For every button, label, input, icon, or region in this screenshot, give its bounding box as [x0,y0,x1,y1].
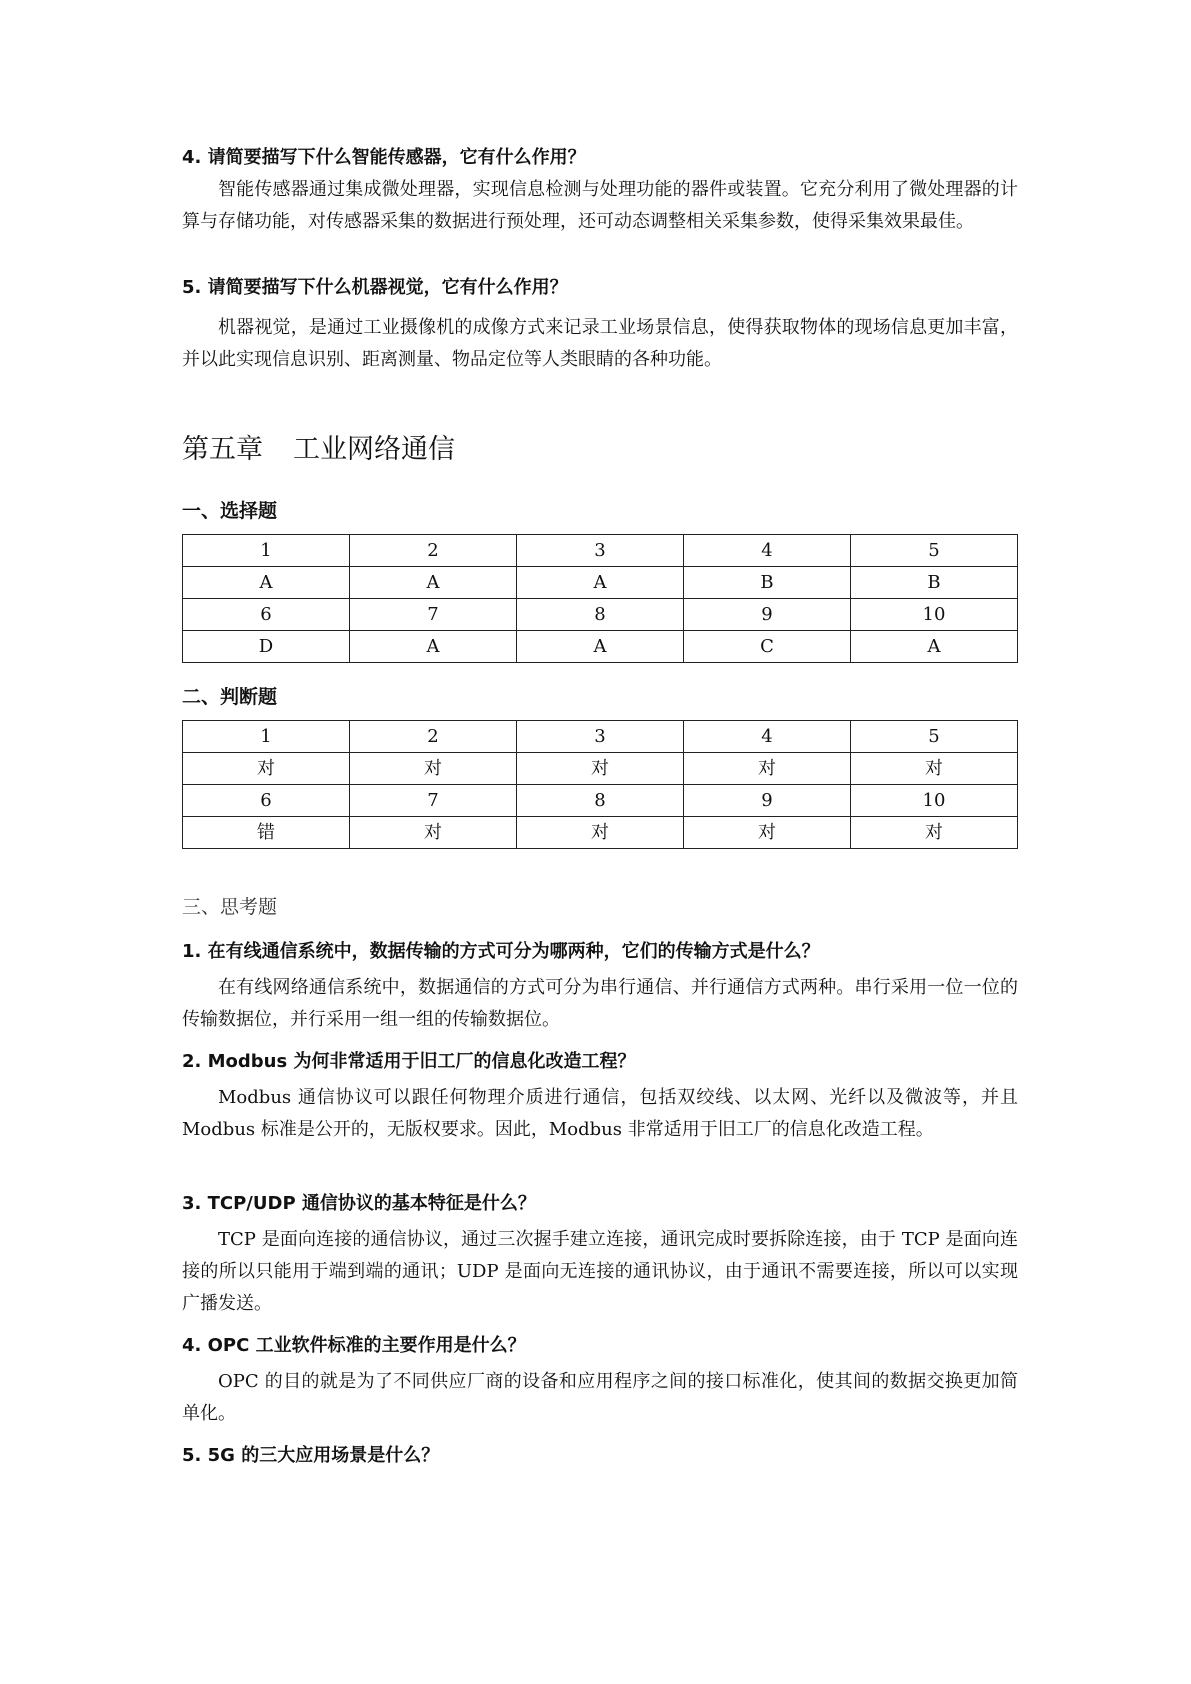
chapter-number: 第五章 [182,434,263,465]
judge-cell: 5 [851,721,1018,753]
judge-cell: 对 [684,753,851,785]
judge-cell: 3 [517,721,684,753]
thinking-item-2 [182,1050,1018,1146]
judge-cell: 对 [684,817,851,849]
judge-heading: 二、判断题 [182,686,278,708]
choice-table-block [182,534,1018,663]
choice-cell: 4 [684,535,851,567]
thinking-answer-3: TCP 是面向连接的通信协议，通过三次握手建立连接，通讯完成时要拆除连接，由于 TCP 是面向连接的所以只能用于端到端的通讯；UDP 是面向无连接的通讯协议，由于通讯不需要连接，所以可以实现广播发送。 [182,1229,1018,1314]
thinking-item-3 [182,1192,1018,1320]
choice-cell: A [517,567,684,599]
judge-cell: 9 [684,785,851,817]
choice-cell: D [183,631,350,663]
choice-cell: 7 [350,599,517,631]
choice-cell: 1 [183,535,350,567]
judge-heading-block [182,684,1018,710]
chapter-heading-block [182,432,1018,468]
choice-cell: 2 [350,535,517,567]
sensor-question-block [182,146,1018,170]
vision-answer-block [182,312,1018,376]
choice-cell: 5 [851,535,1018,567]
vision-question-block [182,276,1018,300]
judge-cell: 4 [684,721,851,753]
judge-cell: 10 [851,785,1018,817]
thinking-question-2: 2. Modbus 为何非常适用于旧工厂的信息化改造工程？ [182,1051,636,1072]
chapter-heading [182,432,1018,468]
judge-cell: 8 [517,785,684,817]
judge-row [183,721,1018,753]
choice-cell: 8 [517,599,684,631]
thinking-answer-1: 在有线网络通信系统中，数据通信的方式可分为串行通信、并行通信方式两种。串行采用一位一位的传输数据位，并行采用一组一组的传输数据位。 [182,977,1018,1030]
thinking-question-5: 5. 5G 的三大应用场景是什么？ [182,1445,440,1466]
choice-cell: B [684,567,851,599]
judge-row [183,817,1018,849]
chapter-title: 工业网络通信 [293,434,455,465]
choice-cell: B [851,567,1018,599]
thinking-answer-2: Modbus 通信协议可以跟任何物理介质进行通信，包括双绞线、以太网、光纤以及微波等，并且 Modbus 标准是公开的，无版权要求。因此，Modbus 非常适用于旧工厂的信息化改造工程。 [182,1087,1018,1140]
choice-row [183,599,1018,631]
thinking-question-4: 4. OPC 工业软件标准的主要作用是什么？ [182,1335,526,1356]
judge-cell: 对 [517,817,684,849]
thinking-heading: 三、思考题 [182,896,278,918]
choice-cell: 9 [684,599,851,631]
choice-cell: 10 [851,599,1018,631]
choice-cell: A [517,631,684,663]
judge-answer-table [182,720,1018,849]
judge-cell: 对 [183,753,350,785]
sensor-answer-block [182,174,1018,238]
choice-heading: 一、选择题 [182,500,278,522]
choice-heading-block [182,498,1018,524]
judge-cell: 7 [350,785,517,817]
thinking-heading-block [182,894,1018,920]
judge-row [183,753,1018,785]
choice-cell: A [183,567,350,599]
choice-cell: A [350,631,517,663]
choice-cell: 6 [183,599,350,631]
thinking-item-4 [182,1334,1018,1430]
sensor-answer: 智能传感器通过集成微处理器，实现信息检测与处理功能的器件或装置。它充分利用了微处理器的计算与存储功能，对传感器采集的数据进行预处理，还可动态调整相关采集参数，使得采集效果最佳。 [182,179,1018,232]
thinking-question-1: 1. 在有线通信系统中，数据传输的方式可分为哪两种，它们的传输方式是什么？ [182,941,820,962]
judge-cell: 2 [350,721,517,753]
sensor-question: 4. 请简要描写下什么智能传感器，它有什么作用？ [182,147,586,168]
judge-table-block [182,720,1018,849]
thinking-item-1 [182,940,1018,1036]
judge-cell: 对 [851,753,1018,785]
choice-row [183,567,1018,599]
choice-row [183,535,1018,567]
judge-cell: 错 [183,817,350,849]
judge-cell: 对 [851,817,1018,849]
choice-answer-table [182,534,1018,663]
judge-row [183,785,1018,817]
judge-cell: 对 [350,753,517,785]
thinking-answer-4: OPC 的目的就是为了不同供应厂商的设备和应用程序之间的接口标准化，使其间的数据交换更加简单化。 [182,1371,1018,1424]
vision-answer: 机器视觉，是通过工业摄像机的成像方式来记录工业场景信息，使得获取物体的现场信息更加丰富，并以此实现信息识别、距离测量、物品定位等人类眼睛的各种功能。 [182,317,1018,370]
thinking-question-3: 3. TCP/UDP 通信协议的基本特征是什么？ [182,1193,536,1214]
vision-question: 5. 请简要描写下什么机器视觉，它有什么作用？ [182,277,568,298]
choice-cell: C [684,631,851,663]
judge-cell: 对 [350,817,517,849]
judge-cell: 对 [517,753,684,785]
choice-row [183,631,1018,663]
judge-cell: 1 [183,721,350,753]
choice-cell: 3 [517,535,684,567]
thinking-item-5 [182,1444,1018,1468]
judge-cell: 6 [183,785,350,817]
choice-cell: A [851,631,1018,663]
choice-cell: A [350,567,517,599]
